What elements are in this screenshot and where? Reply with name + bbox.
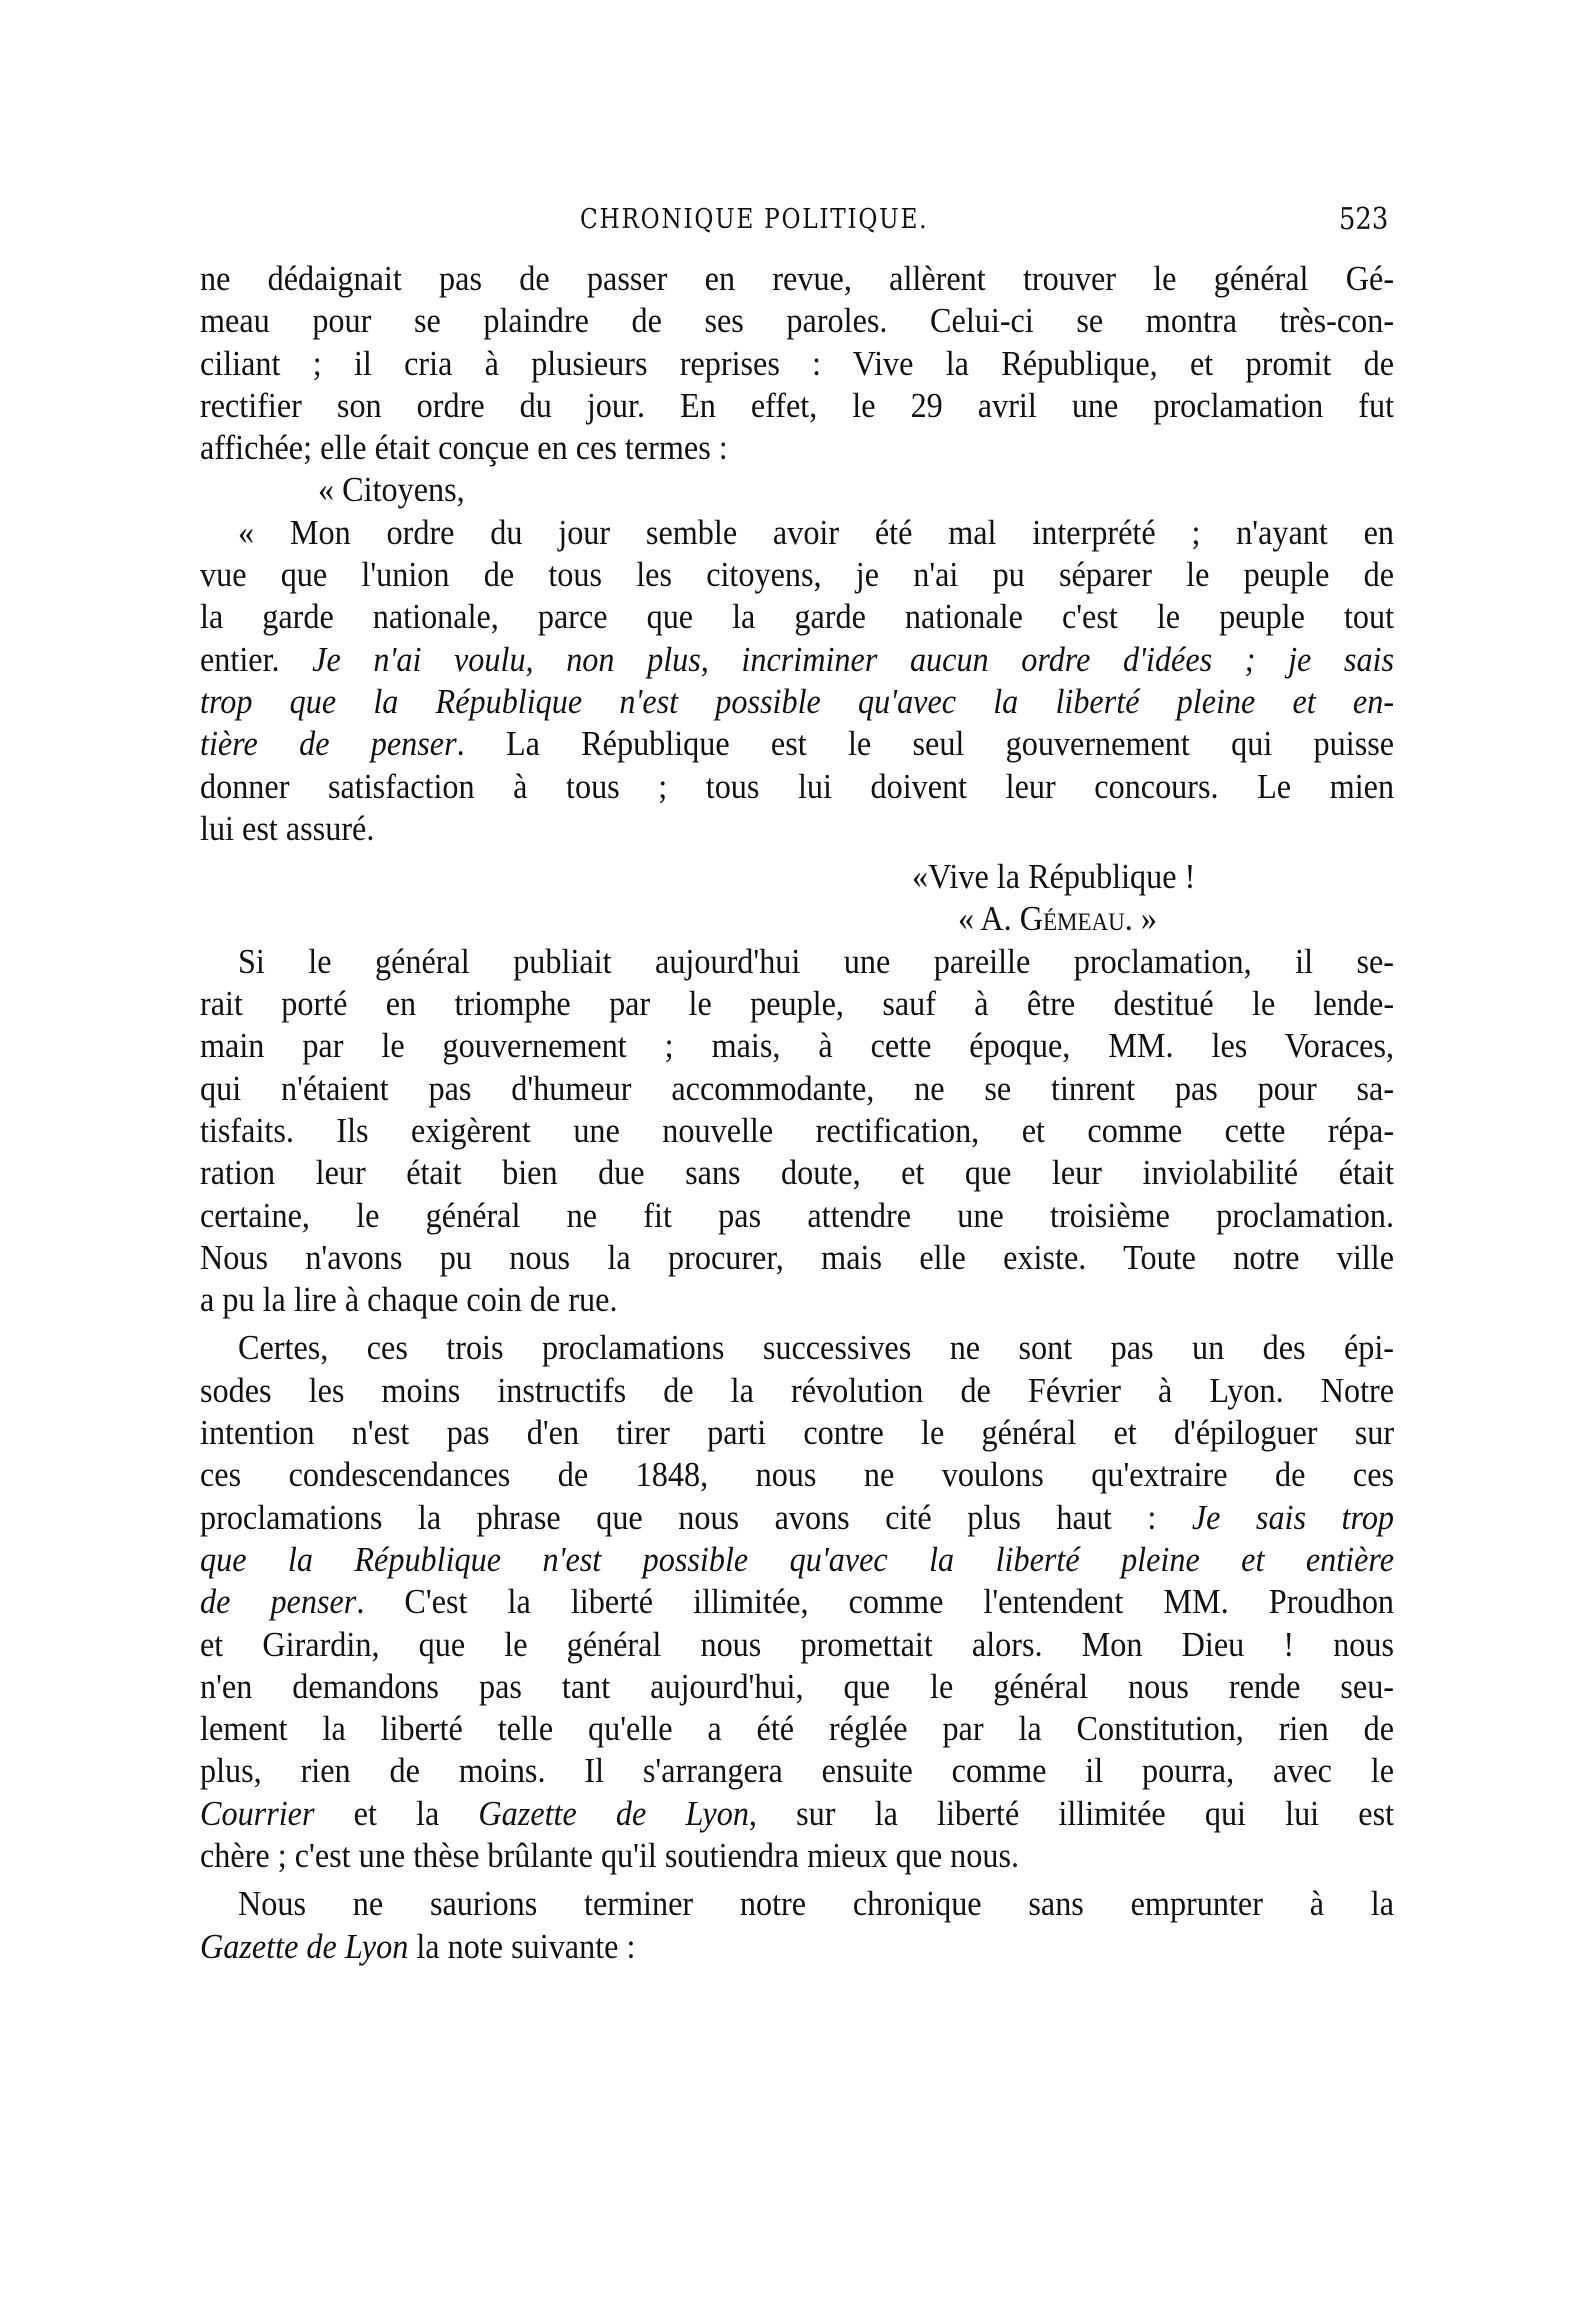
text-line: meau pour se plaindre de ses paroles. Celui-ci se montra très-con- (200, 301, 1395, 341)
text-line: sodes les moins instructifs de la révolution de Février à Lyon. Notre (200, 1370, 1395, 1410)
text-line: Courrier et la Gazette de Lyon, sur la liberté illimitée qui lui est (200, 1793, 1395, 1833)
text-line: de penser. C'est la liberté illimitée, comme l'entendent MM. Proudhon (200, 1582, 1395, 1622)
text-line: ces condescendances de 1848, nous ne voulons qu'extraire de ces (200, 1455, 1395, 1495)
text-line: entier. Je n'ai voulu, non plus, incriminer aucun ordre d'idées ; je sais (200, 639, 1395, 679)
text-line (200, 681, 1394, 723)
text-line: Nous ne saurions terminer notre chronique sans emprunter à la (238, 1884, 1395, 1924)
proclamation-closing: «Vive la République ! (912, 857, 1196, 897)
proclamation-salutation: « Citoyens, (318, 470, 465, 510)
text-line: a pu la lire à chaque coin de rue. (200, 1280, 618, 1320)
text-line: tisfaits. Ils exigèrent une nouvelle rectification, et comme cette répa- (200, 1110, 1395, 1150)
text-line: Nous n'avons pu nous la procurer, mais elle existe. Toute notre ville (200, 1237, 1395, 1277)
text-line (200, 1539, 1394, 1581)
text-line: chère ; c'est une thèse brûlante qu'il soutiendra mieux que nous. (200, 1835, 1020, 1875)
text-line: affichée; elle était conçue en ces termes : (200, 428, 728, 468)
newspaper-title: Courrier (200, 1793, 315, 1833)
text-line: la garde nationale, parce que la garde nationale c'est le peuple tout (200, 597, 1395, 637)
text-line: certaine, le général ne fit pas attendre une troisième proclamation. (200, 1195, 1395, 1235)
proclamation-signature: « A. Gémeau. » (958, 899, 1157, 939)
text-line: intention n'est pas d'en tirer parti contre le général et d'épiloguer sur (200, 1413, 1395, 1453)
running-title: CHRONIQUE POLITIQUE. (580, 204, 929, 235)
text-line: ration leur était bien due sans doute, et que leur inviolabilité était (200, 1153, 1395, 1193)
text-line: lui est assuré. (200, 808, 375, 848)
italic-quote: de penser (200, 1582, 357, 1622)
newspaper-title: Gazette de Lyon (200, 1926, 409, 1966)
italic-quote: Je sais trop (1191, 1497, 1395, 1537)
text-line: ne dédaignait pas de passer en revue, allèrent trouver le général Gé- (200, 259, 1395, 298)
italic-quote: tière de penser (200, 724, 457, 764)
italic-quote: Je n'ai voulu, non plus, incriminer aucun ordre d'idées ; je sais (312, 639, 1395, 679)
text-line: Certes, ces trois proclamations successives ne sont pas un des épi- (238, 1328, 1395, 1368)
text-line: donner satisfaction à tous ; tous lui doivent leur concours. Le mien (200, 766, 1395, 806)
text-line: lement la liberté telle qu'elle a été réglée par la Constitution, rien de (200, 1709, 1395, 1749)
page-number: 523 (1338, 202, 1388, 237)
text-line: Gazette de Lyon la note suivante : (200, 1926, 636, 1966)
text-line: ciliant ; il cria à plusieurs reprises : Vive la République, et promit de (200, 343, 1395, 383)
text-line: tière de penser. La République est le seul gouvernement qui puisse (200, 724, 1395, 764)
text-line: Si le général publiait aujourd'hui une pareille proclamation, il se- (238, 941, 1395, 981)
text-line: n'en demandons pas tant aujourd'hui, que le général nous rende seu- (200, 1666, 1395, 1706)
newspaper-title: Gazette de Lyon (478, 1793, 749, 1833)
text-line: vue que l'union de tous les citoyens, je n'ai pu séparer le peuple de (200, 555, 1395, 595)
body-text (200, 258, 1394, 1968)
text-line: rectifier son ordre du jour. En effet, le 29 avril une proclamation fut (200, 385, 1395, 425)
text-line: main par le gouvernement ; mais, à cette époque, MM. les Voraces, (200, 1026, 1395, 1066)
text-line: proclamations la phrase que nous avons cité plus haut : Je sais trop (200, 1497, 1395, 1537)
text-line: qui n'étaient pas d'humeur accommodante, ne se tinrent pas pour sa- (200, 1068, 1395, 1108)
running-header (200, 196, 1390, 246)
text-line: plus, rien de moins. Il s'arrangera ensuite comme il pourra, avec le (200, 1751, 1395, 1791)
text-line: « Mon ordre du jour semble avoir été mal interprété ; n'ayant en (238, 512, 1395, 552)
text-line: rait porté en triomphe par le peuple, sauf à être destitué le lende- (200, 984, 1395, 1024)
italic-quote: que la République n'est possible qu'avec la liberté pleine et entière (200, 1539, 1395, 1579)
italic-quote: trop que la République n'est possible qu'avec la liberté pleine et en- (200, 681, 1395, 721)
text-line: et Girardin, que le général nous promettait alors. Mon Dieu ! nous (200, 1624, 1395, 1664)
